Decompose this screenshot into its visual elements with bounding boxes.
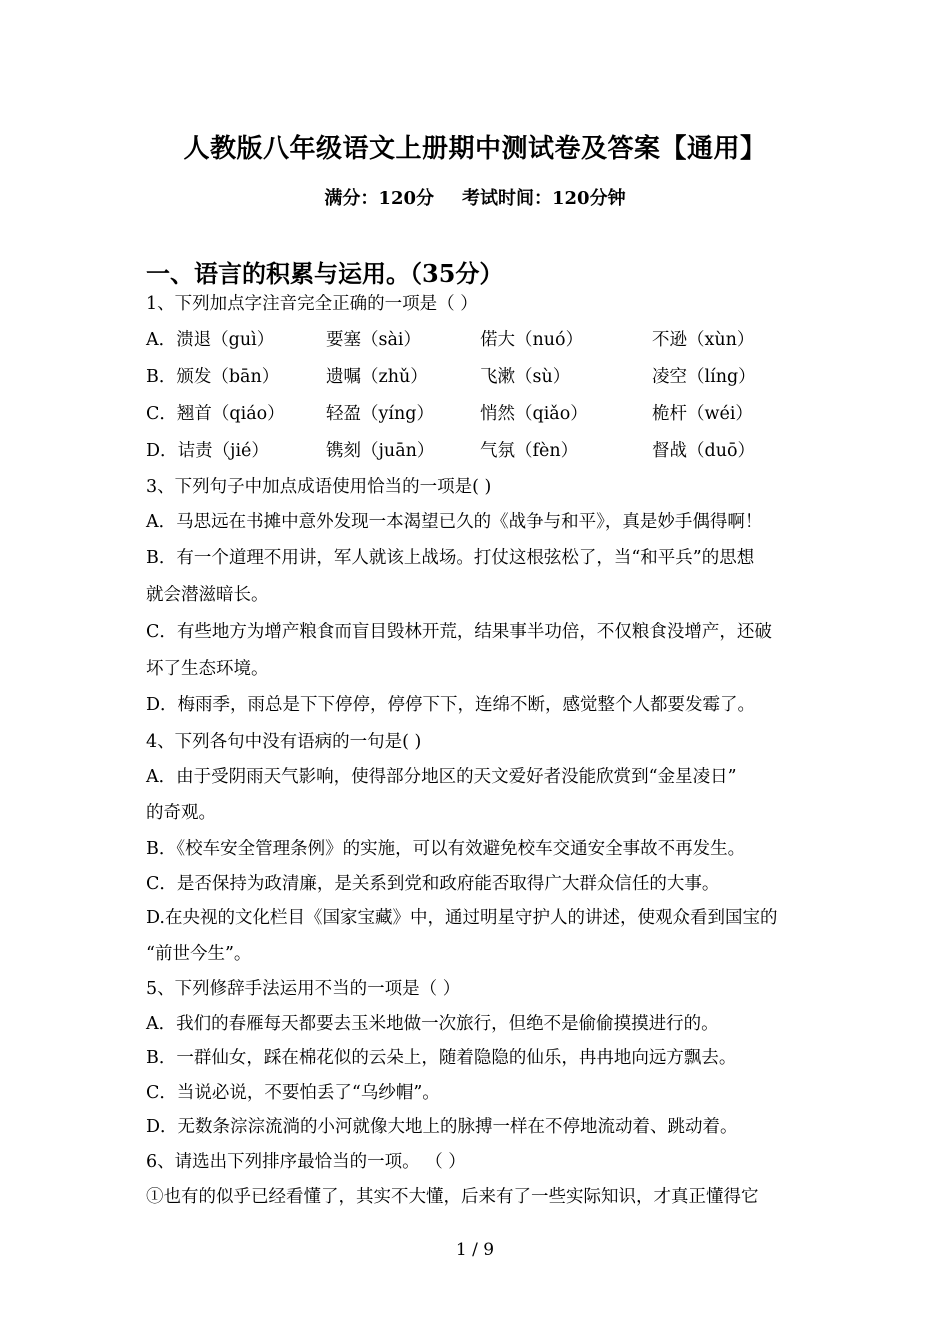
question-1-option-c — [146, 402, 816, 426]
question-3-option-c: C．有些地方为增产粮食而盲目毁林开荒，结果事半功倍，不仅粮食没增产，还破 — [146, 622, 772, 642]
question-1-option-d — [146, 439, 816, 463]
question-4-option-a: A．由于受阴雨天气影响，使得部分地区的天文爱好者没能欣赏到“金星凌日” — [146, 767, 737, 787]
question-5-option-b: B．一群仙女，踩在棉花似的云朵上，随着隐隐的仙乐，冉冉地向远方飘去。 — [146, 1048, 737, 1068]
option-cell: 要塞（sài） — [326, 330, 422, 350]
question-3-option-d: D．梅雨季，雨总是下下停停，停停下下，连绵不断，感觉整个人都要发霉了。 — [146, 695, 756, 715]
question-5-option-d: D．无数条淙淙流淌的小河就像大地上的脉搏一样在不停地流动着、跳动着。 — [146, 1117, 738, 1137]
full-score: 满分：120分 — [324, 188, 434, 209]
question-4-option-c: C．是否保持为政清廉，是关系到党和政府能否取得广大群众信任的大事。 — [146, 874, 720, 894]
option-cell: B．颁发（bān） — [146, 367, 280, 387]
question-5-stem: 5、下列修辞手法运用不当的一项是（ ） — [146, 979, 461, 999]
option-cell: 气氛（fèn） — [480, 441, 579, 461]
page-number: 1 / 9 — [455, 1240, 495, 1260]
option-cell: 偌大（nuó） — [480, 330, 584, 350]
option-cell: 凌空（líng） — [652, 367, 756, 387]
question-6-sentence-1: ①也有的似乎已经看懂了，其实不大懂，后来有了一些实际知识，才真正懂得它 — [146, 1187, 759, 1207]
page-title: 人教版八年级语文上册期中测试卷及答案【通用】 — [183, 134, 767, 164]
question-1-stem: 1、下列加点字注音完全正确的一项是（ ） — [146, 294, 478, 314]
question-1-option-b — [146, 365, 816, 389]
option-cell: D．诘责（jié） — [146, 441, 269, 461]
option-cell: A．溃退（guì） — [146, 330, 275, 350]
question-3-option-b-cont: 就会潜滋暗长。 — [146, 585, 269, 605]
question-5-option-a: A．我们的春雁每天都要去玉米地做一次旅行，但绝不是偷偷摸摸进行的。 — [146, 1014, 719, 1034]
option-cell: 督战（duō） — [652, 441, 756, 461]
section-heading: 一、语言的积累与运用。（35分） — [146, 259, 504, 288]
question-5-option-c: C．当说必说，不要怕丢了“乌纱帽”。 — [146, 1083, 440, 1103]
option-cell: 遗嘱（zhǔ） — [326, 367, 428, 387]
option-cell: C．翘首（qiáo） — [146, 404, 285, 424]
question-3-option-c-cont: 坏了生态环境。 — [146, 659, 269, 679]
option-cell: 桅杆（wéi） — [652, 404, 753, 424]
question-4-option-d-cont: “前世今生”。 — [146, 944, 252, 964]
option-cell: 悄然（qiǎo） — [480, 404, 588, 424]
option-cell: 飞漱（sù） — [480, 367, 571, 387]
exam-time: 考试时间：120分钟 — [462, 188, 626, 209]
question-3-option-b: B．有一个道理不用讲，军人就该上战场。打仗这根弦松了，当“和平兵”的思想 — [146, 548, 755, 568]
option-cell: 不逊（xùn） — [652, 330, 755, 350]
question-4-option-a-cont: 的奇观。 — [146, 803, 216, 823]
question-3-stem: 3、下列句子中加点成语使用恰当的一项是( ) — [146, 477, 492, 497]
option-cell: 镌刻（juān） — [326, 441, 435, 461]
option-cell: 轻盈（yíng） — [326, 404, 434, 424]
question-4-stem: 4、下列各句中没有语病的一句是( ) — [146, 732, 422, 752]
exam-info — [0, 184, 950, 210]
question-4-option-b: B．《校车安全管理条例》的实施，可以有效避免校车交通安全事故不再发生。 — [146, 839, 746, 859]
question-6-stem: 6、请选出下列排序最恰当的一项。 （ ） — [146, 1152, 466, 1172]
question-3-option-a: A．马思远在书摊中意外发现一本渴望已久的《战争与和平》，真是妙手偶得啊！ — [146, 512, 763, 532]
question-1-option-a — [146, 328, 816, 352]
question-4-option-d: D.在央视的文化栏目《国家宝藏》中，通过明星守护人的讲述，使观众看到国宝的 — [146, 908, 778, 928]
